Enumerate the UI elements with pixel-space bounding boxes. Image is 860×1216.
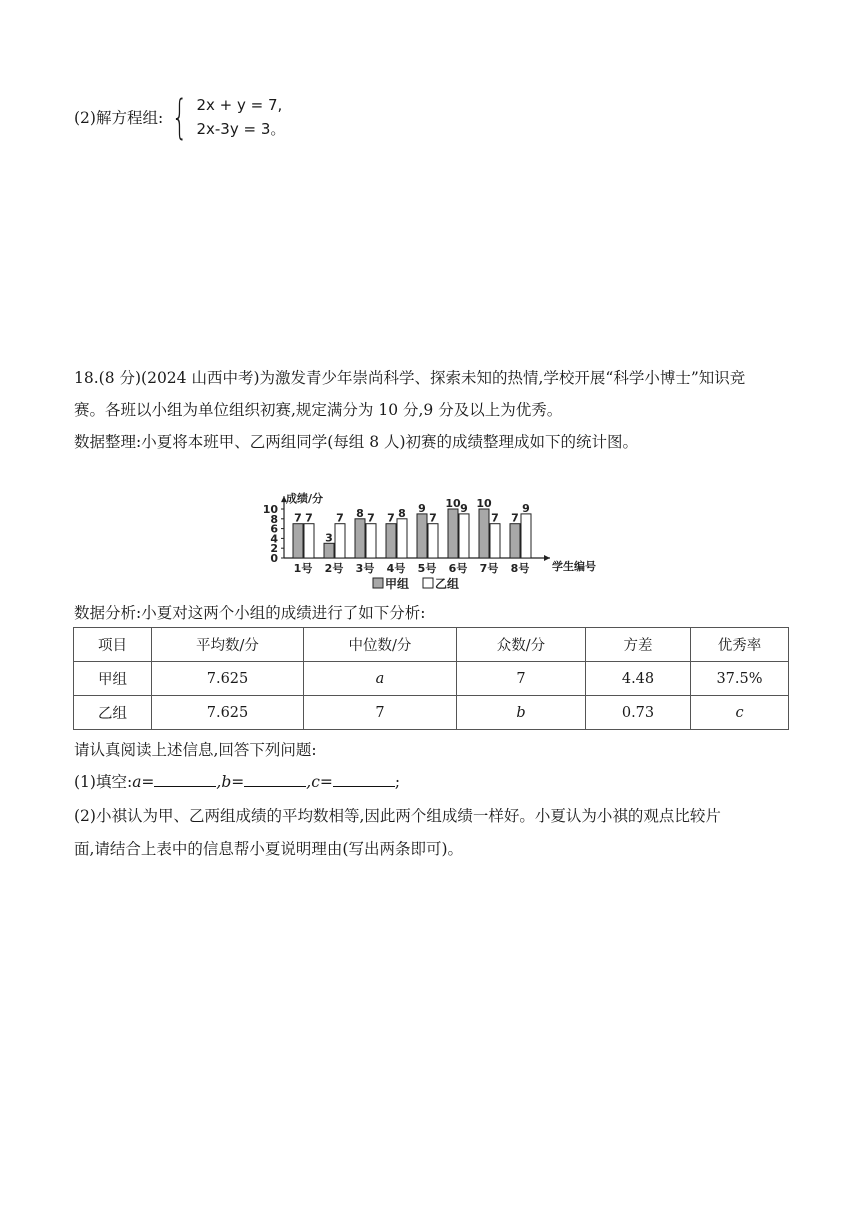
x-tick-label: 5号: [417, 562, 437, 575]
var-c: c: [735, 704, 744, 721]
blank-c[interactable]: [333, 772, 395, 787]
y-tick-label: 4: [270, 532, 278, 546]
bar: [417, 514, 427, 558]
data-label: 7: [429, 511, 437, 525]
brace-icon: {: [171, 90, 188, 144]
table-cell: 4.48: [586, 662, 691, 696]
legend-label: 甲组: [385, 577, 410, 591]
data-label: 7: [305, 511, 313, 525]
table-cell: 7.625: [152, 696, 304, 730]
table-cell: 7: [304, 696, 457, 730]
legend-label: 乙组: [435, 577, 460, 591]
q18-line-5: 请认真阅读上述信息,回答下列问题:: [74, 741, 317, 759]
fill-a-label: a=: [132, 773, 155, 791]
table-cell: 7.625: [152, 662, 304, 696]
table-row: [74, 662, 789, 696]
x-tick-label: 4号: [386, 562, 406, 575]
data-label: 9: [522, 501, 530, 515]
table-cell: 乙组: [74, 696, 152, 730]
bar: [510, 524, 520, 558]
q18-line-7: (2)小祺认为甲、乙两组成绩的平均数相等,因此两个组成绩一样好。小夏认为小祺的观点比较片: [74, 807, 721, 825]
q18-line-1: 18.(8 分)(2024 山西中考)为激发青少年崇尚科学、探索未知的热情,学校开展“科学小博士”知识竞: [74, 369, 746, 387]
score-bar-chart: [250, 454, 610, 594]
bar: [490, 524, 500, 558]
equation-system: [74, 90, 286, 144]
bar: [324, 543, 334, 558]
y-tick-label: 6: [270, 522, 278, 536]
q18-line-4: 数据分析:小夏对这两个小组的成绩进行了如下分析:: [74, 604, 426, 622]
blank-a[interactable]: [154, 772, 216, 787]
bar: [428, 524, 438, 558]
equation-1: 2x + y = 7,: [196, 95, 283, 114]
fill-b-label: ,b=: [216, 773, 245, 791]
legend-swatch: [423, 578, 433, 588]
data-label: 7: [387, 511, 395, 525]
table-cell: [457, 696, 586, 730]
q18-line-2: 赛。各班以小组为单位组织初赛,规定满分为 10 分,9 分及以上为优秀。: [74, 401, 563, 419]
table-cell: 7: [457, 662, 586, 696]
data-label: 9: [418, 501, 426, 515]
bar: [386, 524, 396, 558]
fill-end: ;: [394, 773, 401, 791]
x-tick-label: 8号: [510, 562, 530, 575]
bar: [355, 519, 365, 558]
data-label: 7: [491, 511, 499, 525]
table-cell: 甲组: [74, 662, 152, 696]
y-axis-label: 成绩/分: [286, 492, 324, 506]
y-tick-label: 2: [270, 542, 278, 556]
var-a: a: [375, 670, 385, 687]
table-header-row: [74, 628, 789, 662]
table-header-cell: 中位数/分: [304, 628, 457, 662]
equation-list: [196, 96, 285, 139]
fill-c-label: ,c=: [306, 773, 333, 791]
table-row: [74, 696, 789, 730]
x-tick-label: 2号: [324, 562, 344, 575]
x-axis-arrow-icon: [544, 555, 550, 561]
x-axis-label: 学生编号: [552, 560, 596, 573]
x-tick-label: 6号: [448, 562, 468, 575]
stats-table: [73, 627, 789, 730]
data-label: 7: [367, 511, 375, 525]
legend-swatch: [373, 578, 383, 588]
data-label: 10: [445, 497, 461, 510]
y-tick-label: 10: [262, 503, 278, 516]
data-label: 10: [476, 497, 492, 510]
data-label: 9: [460, 501, 468, 515]
bar: [521, 514, 531, 558]
bar: [366, 524, 376, 558]
data-label: 7: [511, 511, 519, 525]
q18-line-8: 面,请结合上表中的信息帮小夏说明理由(写出两条即可)。: [74, 840, 464, 858]
data-label: 8: [398, 506, 406, 520]
bar: [293, 524, 303, 558]
table-cell: 0.73: [586, 696, 691, 730]
table-cell: [691, 696, 789, 730]
blank-b[interactable]: [244, 772, 306, 787]
x-tick-label: 7号: [479, 562, 499, 575]
fill-prefix: (1)填空:: [74, 773, 133, 791]
bar: [304, 524, 314, 558]
bar: [397, 519, 407, 558]
table-header-cell: 项目: [74, 628, 152, 662]
var-b: b: [516, 704, 526, 721]
q18-line-3: 数据整理:小夏将本班甲、乙两组同学(每组 8 人)初赛的成绩整理成如下的统计图。: [74, 433, 639, 451]
x-tick-label: 3号: [355, 562, 375, 575]
data-label: 8: [356, 506, 364, 520]
bar: [479, 509, 489, 558]
table-cell: [304, 662, 457, 696]
bar: [459, 514, 469, 558]
equation-2: 2x-3y = 3。: [196, 119, 286, 138]
data-label: 3: [325, 531, 333, 545]
bar: [335, 524, 345, 558]
x-tick-label: 1号: [293, 562, 313, 575]
fill-in-line: [74, 770, 400, 792]
table-cell: 37.5%: [691, 662, 789, 696]
table-header-cell: 优秀率: [691, 628, 789, 662]
y-tick-label: 0: [270, 552, 278, 565]
table-header-cell: 平均数/分: [152, 628, 304, 662]
question-prefix: (2)解方程组:: [74, 109, 164, 127]
table-header-cell: 方差: [586, 628, 691, 662]
data-label: 7: [336, 511, 344, 525]
y-tick-label: 8: [270, 512, 278, 526]
bar: [448, 509, 458, 558]
table-header-cell: 众数/分: [457, 628, 586, 662]
data-label: 7: [294, 511, 302, 525]
